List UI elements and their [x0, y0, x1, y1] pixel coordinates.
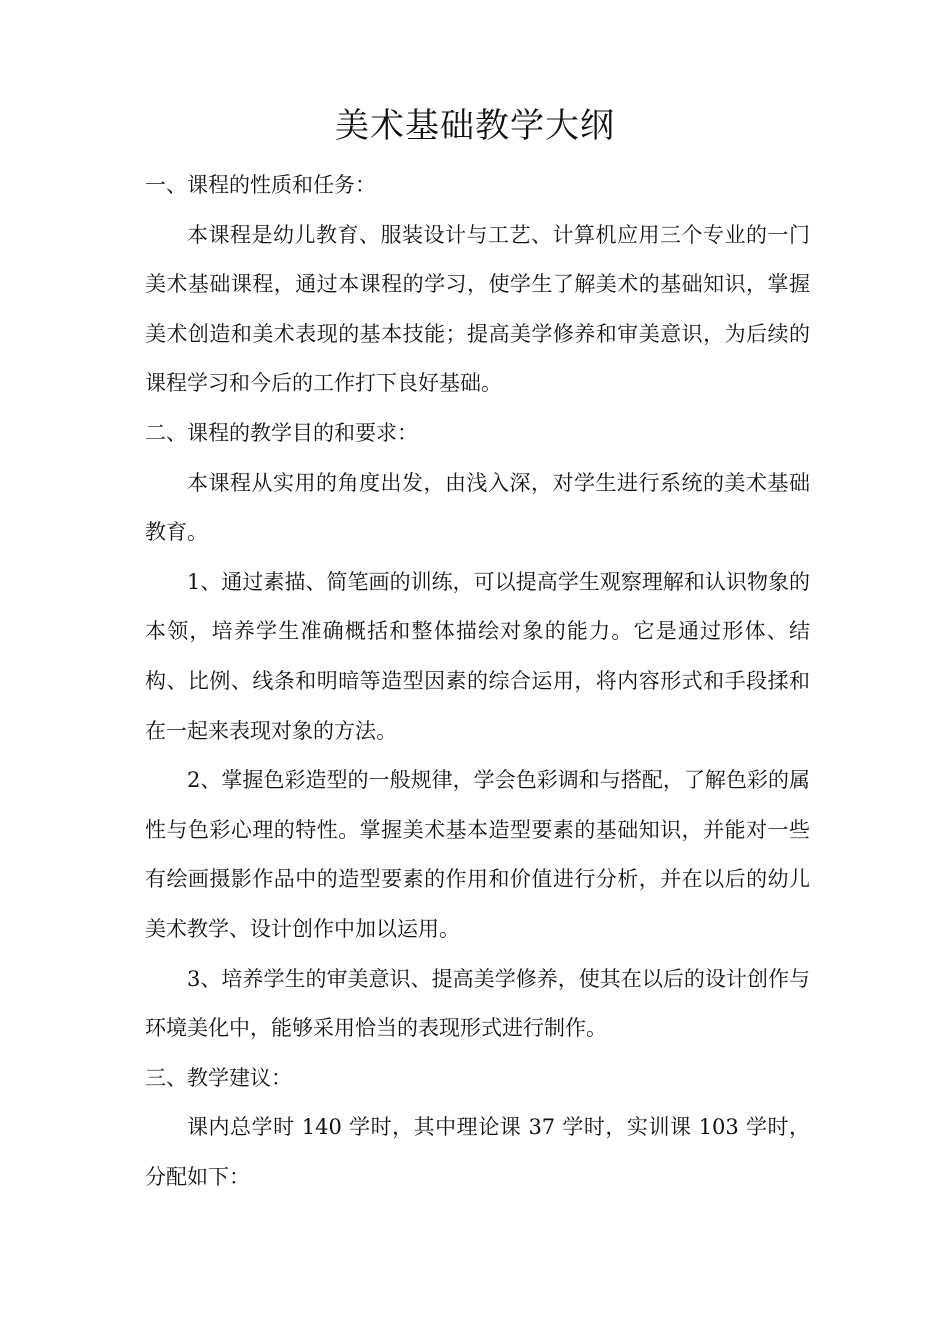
section-heading-1: 一、课程的性质和任务： — [145, 173, 376, 197]
section-2-paragraph-2: 1、通过素描、简笔画的训练，可以提高学生观察理解和认识物象的本领，培养学生准确概括和整体描绘对象的能力。它是通过形体、结构、比例、线条和明暗等造型因素的综合运用，将内容形式和手段揉和在一起来表现对象的方法。 — [145, 569, 810, 743]
section-1-paragraph-1: 本课程是幼儿教育、服装设计与工艺、计算机应用三个专业的一门美术基础课程，通过本课程的学习，使学生了解美术的基础知识，掌握美术创造和美术表现的基本技能；提高美学修养和审美意识，为后续的课程学习和今后的工作打下良好基础。 — [145, 222, 810, 396]
section-2-paragraph-1: 本课程从实用的角度出发，由浅入深，对学生进行系统的美术基础教育。 — [145, 470, 810, 545]
document-title: 美术基础教学大纲 — [335, 106, 615, 146]
document-body — [145, 161, 810, 1202]
section-3-paragraph-1: 课内总学时 140 学时，其中理论课 37 学时，实训课 103 学时，分配如下： — [145, 1115, 810, 1189]
section-heading-2: 二、课程的教学目的和要求： — [145, 420, 418, 445]
section-2-paragraph-3: 2、掌握色彩造型的一般规律，学会色彩调和与搭配，了解色彩的属性与色彩心理的特性。掌握美术基本造型要素的基础知识，并能对一些有绘画摄影作品中的造型要素的作用和价值进行分析，并在以后的幼儿美术教学、设计创作中加以运用。 — [145, 768, 810, 941]
section-heading-3: 三、教学建议： — [145, 1065, 292, 1090]
section-2-paragraph-4: 3、培养学生的审美意识、提高美学修养，使其在以后的设计创作与环境美化中，能够采用恰当的表现形式进行制作。 — [145, 966, 810, 1041]
